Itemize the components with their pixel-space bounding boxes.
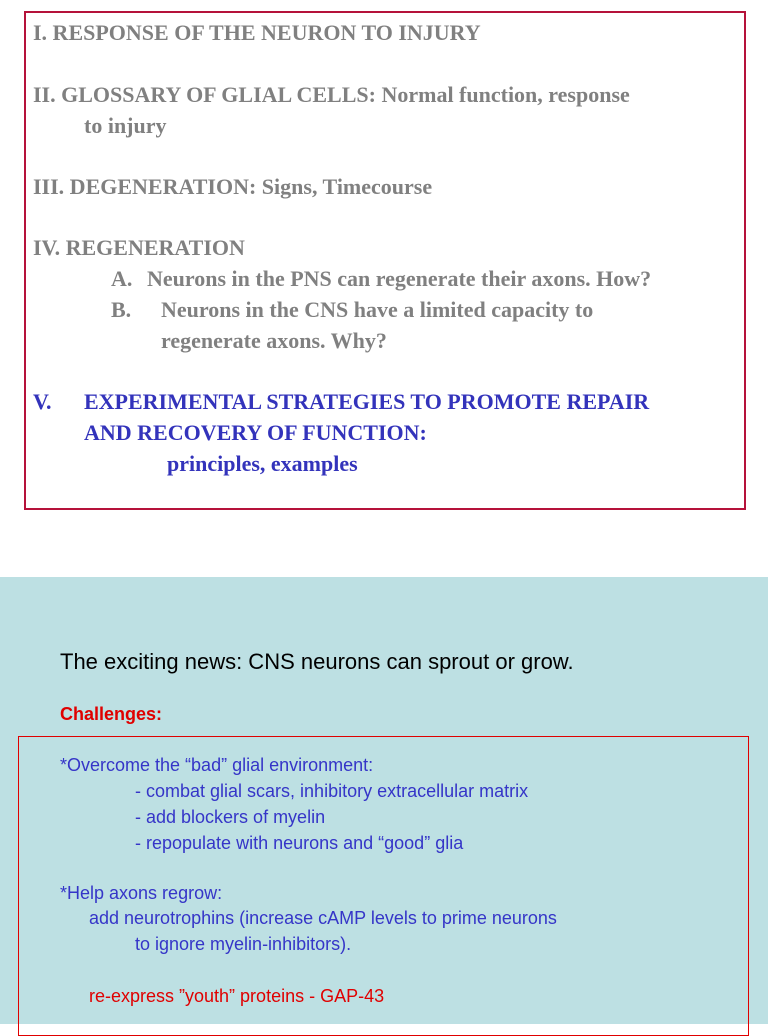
outline-item-2-line-2: to injury [84,113,167,138]
outline-item-5-line-3: principles, examples [167,451,358,476]
point-2: *Help axons regrow: [60,883,223,903]
outline-item-3: III. DEGENERATION: Signs, Timecourse [33,174,433,199]
outline-item-5-line-2: AND RECOVERY OF FUNCTION: [84,420,427,445]
challenges-label: Challenges: [60,704,163,724]
outline-item-5-marker: V. [33,389,52,414]
outline-item-1: I. RESPONSE OF THE NEURON TO INJURY [33,20,481,45]
slide-headline: The exciting news: CNS neurons can sprout or grow. [60,649,574,674]
outline-item-5-line-1: EXPERIMENTAL STRATEGIES TO PROMOTE REPAIR [84,389,650,414]
outline-item-4b-marker: B. [111,297,132,322]
outline-item-4a-text: Neurons in the PNS can regenerate their axons. How? [147,266,652,291]
slide-challenges [0,577,768,1024]
point-1-sub-2: - add blockers of myelin [135,807,326,827]
point-1-sub-1: - combat glial scars, inhibitory extracellular matrix [135,781,529,801]
outline-item-4b-line-2: regenerate axons. Why? [161,328,387,353]
point-2-red-line: re-express ”youth” proteins - GAP-43 [89,986,385,1006]
outline-item-4b-line-1: Neurons in the CNS have a limited capacity to [161,297,594,322]
point-2-line-1: add neurotrophins (increase cAMP levels to prime neurons [89,908,557,928]
point-1-sub-3: - repopulate with neurons and “good” glia [135,833,464,853]
point-1: *Overcome the “bad” glial environment: [60,755,374,775]
outline-item-2-line-1: II. GLOSSARY OF GLIAL CELLS: Normal function, response [33,82,630,107]
outline-item-4a-marker: A. [111,266,133,291]
point-2-line-2: to ignore myelin-inhibitors). [135,934,352,954]
outline-item-4: IV. REGENERATION [33,235,245,260]
